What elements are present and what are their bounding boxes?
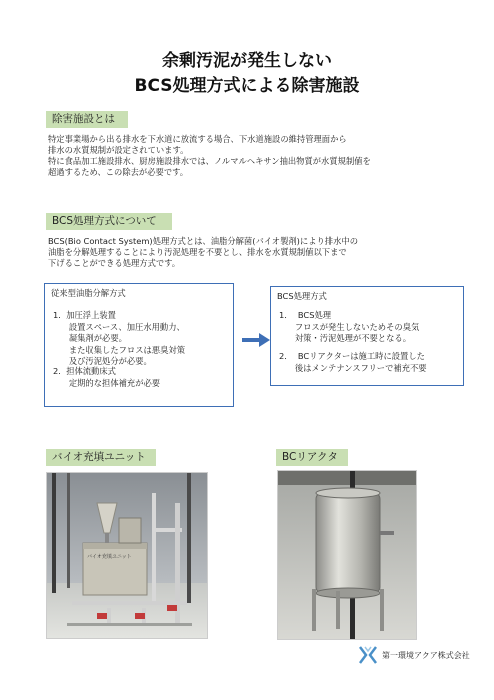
section2-line: 下げることができる処理方式です。: [48, 258, 181, 268]
conventional-item-2: 2. 担体流動床式 定期的な担体補充が必要: [53, 366, 161, 388]
company-name: 第一環境アクア株式会社: [382, 650, 470, 660]
section-label-jogai: 除害施設とは: [46, 111, 128, 128]
bcs-box-title: BCS処理方式: [277, 291, 327, 301]
section2-line: 油脂を分解処理することにより汚泥処理を不要とし、排水を水質規制値以下まで: [48, 247, 347, 257]
section-label-bcs: BCS処理方式について: [46, 213, 172, 230]
bcs-method-box: [270, 286, 464, 386]
section1-paragraph: [48, 134, 468, 178]
conventional-method-box: [44, 283, 234, 407]
page-title-line2: BCS処理方式による除害施設: [134, 76, 360, 96]
section2-line: BCS(Bio Contact System)処理方式とは、油脂分解菌(バイオ製剤)により排水中の: [48, 236, 358, 246]
section1-line: 超過するため、この除去が必要です。: [48, 167, 189, 177]
photo-label-bc-reactor: BCリアクタ: [276, 449, 348, 466]
section2-paragraph: [48, 236, 468, 269]
company-logo-icon: [358, 646, 378, 664]
section1-line: 特定事業場から出る排水を下水道に放流する場合、下水道施設の維持管理面から: [48, 134, 347, 144]
right-arrow-icon: [242, 333, 270, 347]
bio-unit-photo: [46, 472, 208, 639]
company-footer: [358, 645, 470, 665]
page-title-line1: 余剰汚泥が発生しない: [162, 51, 332, 71]
section1-line: 特に食品加工施設排水、厨房施設排水では、ノルマルヘキサン抽出物質が水質規制値を: [48, 156, 371, 166]
bcs-item-2: 2． BCリアクターは施工時に設置した 後はメンテナンスフリーで補充不要: [279, 351, 427, 373]
bcs-item-1: 1． BCS処理 フロスが発生しないためその臭気 対策・汚泥処理が不要となる。: [279, 310, 420, 343]
section1-line: 排水の水質規制が設定されています。: [48, 145, 189, 155]
conventional-box-title: 従来型油脂分解方式: [51, 288, 126, 298]
bc-reactor-photo: [277, 470, 417, 640]
photo-label-bio-unit: バイオ充填ユニット: [46, 449, 156, 466]
conventional-item-1: 1. 加圧浮上装置 設置スペース、加圧水用動力、 凝集剤が必要。 また収集したフロスは悪臭対策 及び汚泥処分が必要。: [53, 310, 185, 366]
bio-unit-plate-text: バイオ充填ユニット: [87, 554, 132, 560]
